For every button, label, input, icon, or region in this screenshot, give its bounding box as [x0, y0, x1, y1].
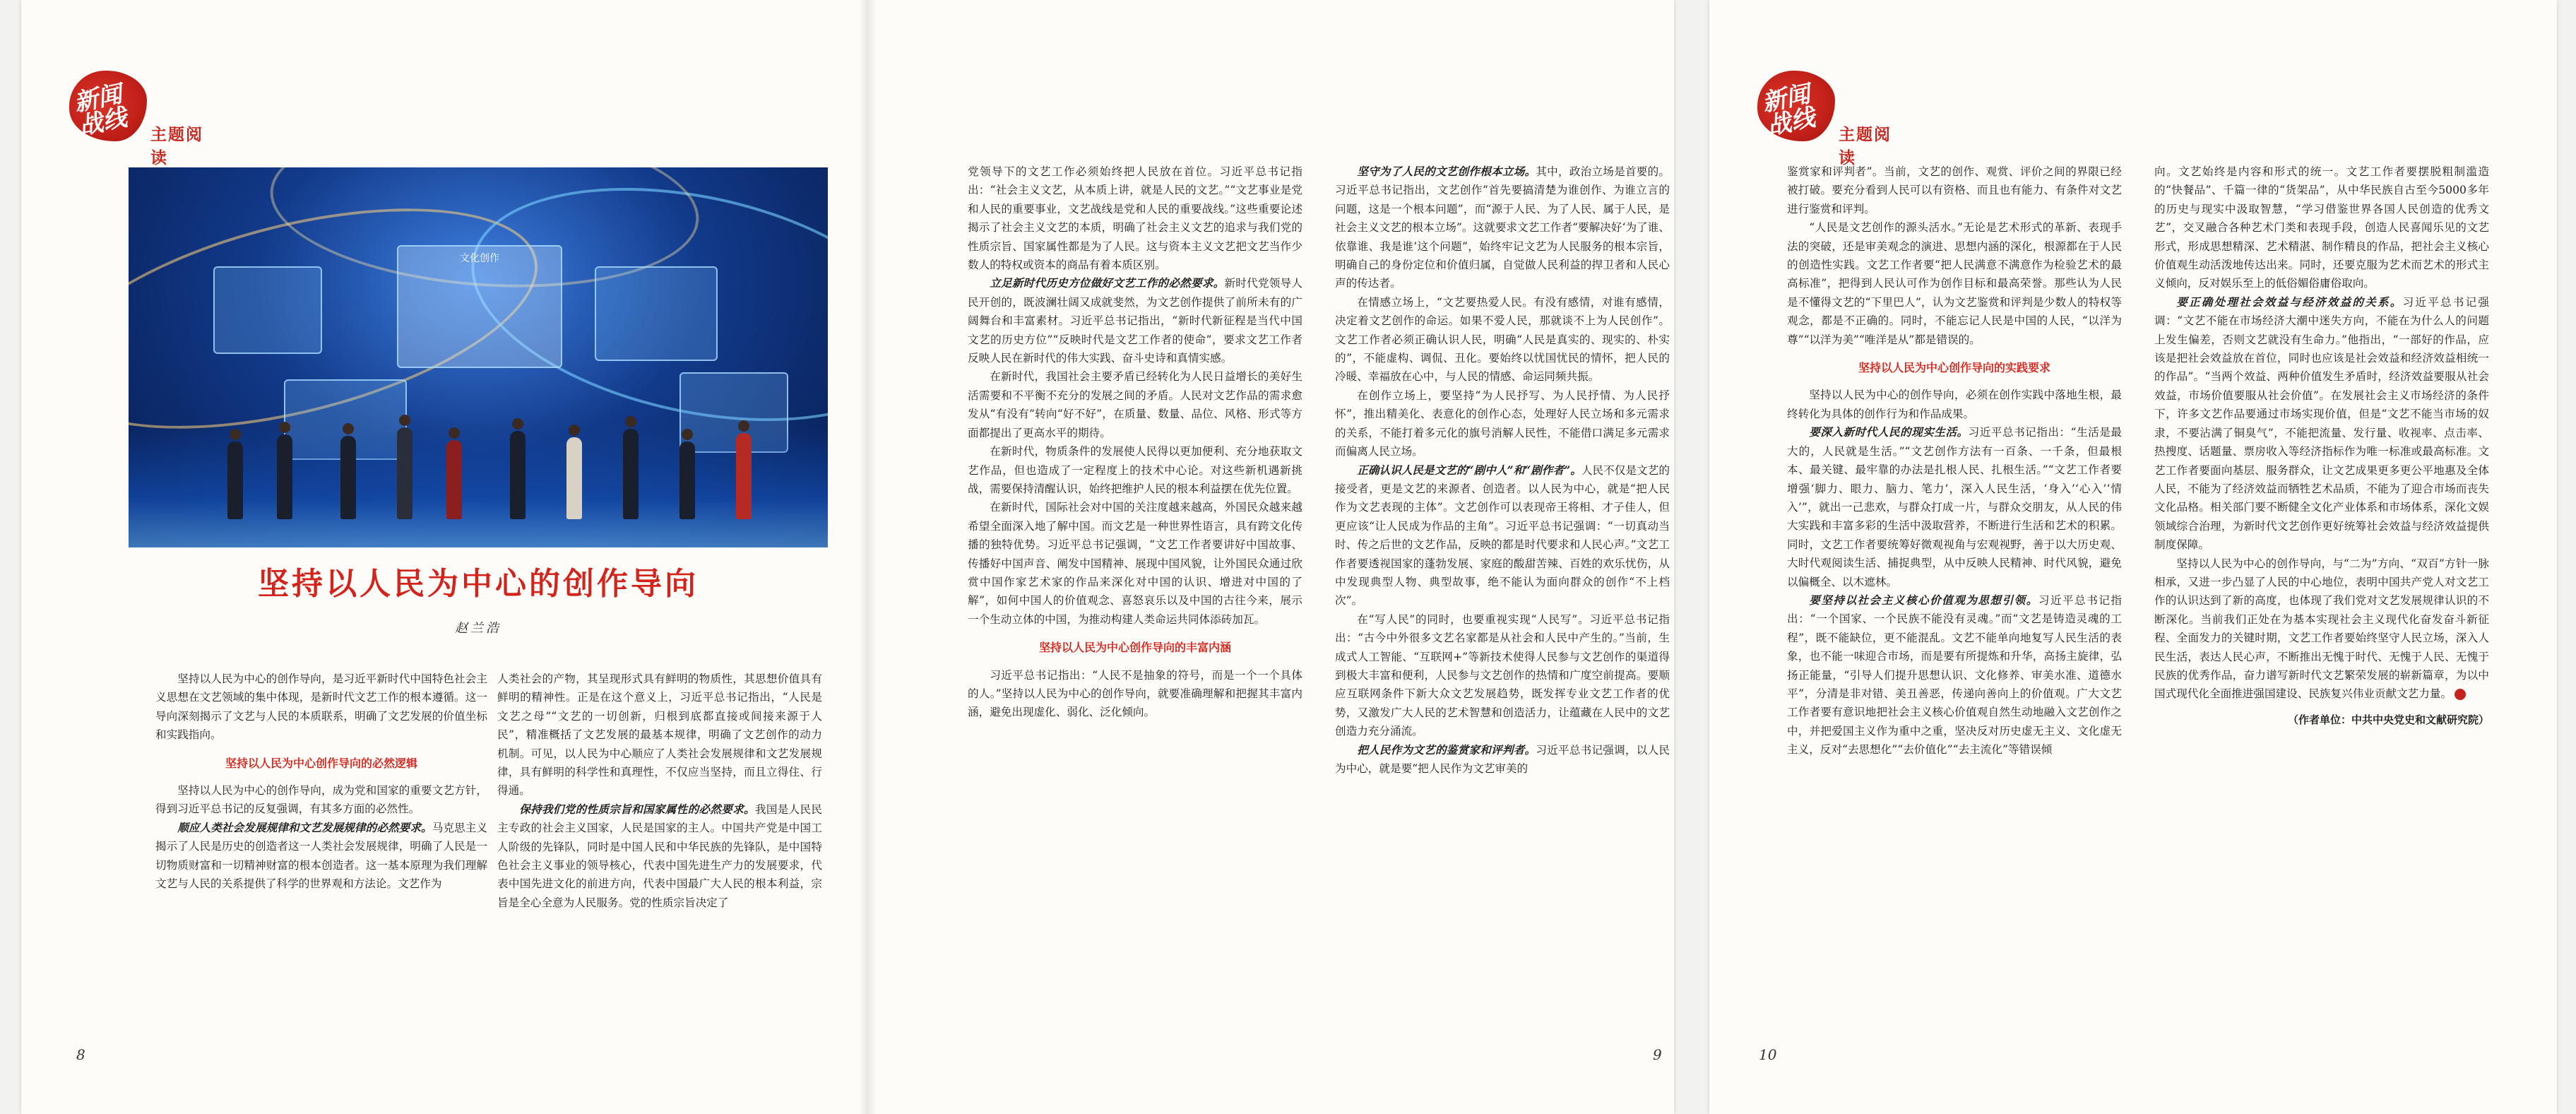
- paragraph: 鉴赏家和评判者”。当前，文艺的创作、观赏、评价之间的界限已经被打破。要充分看到人民可以有资格、而且也有能力、有条件对文艺进行鉴赏和评判。: [1787, 165, 2122, 215]
- text-column-4: [1335, 162, 1670, 778]
- paragraph: [2154, 293, 2489, 555]
- paragraph: 向。文艺始终是内容和形式的统一。文艺工作者要摆脱粗制滥造的“快餐品”、千篇一律的“货架品”，从中华民族自古至今5000多年的历史与现实中汲取智慧，“学习借鉴世界各国人民创造的优秀文艺”，交叉融合各种艺术门类和表现手段，创造人民喜闻乐见的文艺形式，形成思想精深、艺术精湛、制作精良的作品，把社会主义核心价值观生动活泼地传达出来。同时，还要克服为艺术而艺术的形式主义倾向，反对娱乐至上的低俗媚俗庸俗取向。: [2154, 165, 2489, 290]
- lead-phrase: 要正确处理社会效益与经济效益的关系。: [2176, 295, 2403, 309]
- paragraph: 党领导下的文艺工作必须始终把人民放在首位。习近平总书记指出：“社会主义文艺，从本质上讲，就是人民的文艺。”“文艺事业是党和人民的重要事业，文艺战线是党和人民的重要战线。”这些重要论述揭示了社会主义文艺的本质，明确了社会主义文艺的追求与我们党的性质宗旨、国家属性都是为了人民。这与资本主义文艺把文艺当作少数人的特权或资本的商品有着本质区别。: [968, 165, 1302, 272]
- lead-phrase: 坚守为了人民的文艺创作根本立场。: [1357, 165, 1536, 178]
- article-author: 赵兰浩: [455, 621, 501, 636]
- paragraph: 习近平总书记指出：“人民不是抽象的符号，而是一个一个具体的人。”坚持以人民为中心的创作导向，就要准确理解和把握其丰富内涵，避免出现虚化、弱化、泛化倾向。: [968, 668, 1302, 719]
- subheading: 坚持以人民为中心创作导向的丰富内涵: [1038, 641, 1231, 655]
- article-title: 坚持以人民为中心的创作导向: [258, 566, 699, 602]
- paragraph: “人民是文艺创作的源头活水。”无论是艺术形式的革新、表现手法的突破，还是审美观念的演进、思想内涵的深化，根源都在于人民的创造性实践。文艺工作者要“把人民满意不满意作为检验艺术的最高标准”，把得到人民认可作为创作目标和最高荣誉。那些认为人民是不懂得文艺的“下里巴人”，认为文艺鉴赏和评判是少数人的特权等观念，都是不正确的。同时，不能忘记人民是中国的人民，“以洋为尊”“以洋为美”“唯洋是从”都是错误的。: [1787, 221, 2122, 346]
- hero-main-panel: [397, 245, 562, 368]
- text-column-1: [155, 670, 487, 893]
- lead-phrase: 要坚持以社会主义核心价值观为思想引领。: [1809, 593, 2038, 607]
- hero-image: [129, 167, 828, 547]
- page-8-9: [21, 0, 1674, 1114]
- lead-phrase: 顺应人类社会发展规律和文艺发展规律的必然要求。: [177, 820, 432, 834]
- section-label: 主题阅读: [150, 126, 203, 167]
- section-label: 主题阅读: [1839, 126, 1892, 167]
- paragraph-body: 新时代党领导人民开创的，既波澜壮阔又成就斐然，为文艺创作提供了前所未有的广阔舞台和丰富素材。习近平总书记指出，“新时代新征程是当代中国文艺的历史方位”“反映时代是文艺工作者的使命”，要求文艺工作者反映人民在新时代的伟大实践、奋斗史诗和真情实感。: [968, 277, 1302, 365]
- paragraph: 在情感立场上，“文艺要热爱人民。有没有感情，对谁有感情，决定着文艺创作的命运。如果不爱人民，那就谈不上为人民创作”。文艺工作者必须正确认识人民，明确“人民是真实的、现实的、朴实的”，不能虚构、调侃、丑化。要始终以忧国忧民的情怀，把人民的冷暖、幸福放在心中，与人民的情感、命运同频共振。: [1335, 295, 1670, 384]
- lead-phrase: 把人民作为文艺的鉴赏家和评判者。: [1357, 742, 1536, 757]
- text-column-3: [968, 162, 1302, 722]
- paragraph: [1335, 162, 1670, 293]
- paragraph: [1335, 461, 1670, 610]
- paragraph: [497, 800, 822, 912]
- magazine-logo: [1757, 71, 1906, 167]
- paragraph: [155, 819, 487, 894]
- paragraph: 在新时代，我国社会主要矛盾已经转化为人民日益增长的美好生活需要和不平衡不充分的发展之间的矛盾。人民对文艺作品的需求愈发从“有没有”转向“好不好”，在质量、数量、品位、风格、形式等方面都提出了更高水平的期待。: [968, 370, 1302, 439]
- seal-text: 新闻战线: [1759, 80, 1818, 141]
- paragraph-body: 我国是人民民主专政的社会主义国家，人民是国家的主人。中国共产党是中国工人阶级的先锋队，同时是中国人民和中华民族的先锋队，是中国特色社会主义事业的领导核心，代表中国先进生产力的发展要求，代表中国先进文化的前进方向，代表中国最广大人民的根本利益，宗旨是全心全意为人民服务。党的性质宗旨决定了: [497, 802, 822, 909]
- paragraph-body: 习近平总书记强调，以人民为中心，就是要“把人民作为文艺审美的: [1335, 743, 1670, 775]
- paragraph-body: 其中，政治立场是首要的。习近平总书记指出，文艺创作“首先要搞清楚为谁创作、为谁立言的问题，这是一个根本问题”，而“源于人民、为了人民、属于人民，是社会主义文艺的根本立场”。这就要求文艺工作者“要解决好‘为了谁、依靠谁、我是谁’这个问题”，始终牢记文艺为人民服务的根本宗旨，明确自己的身份定位和价值归属，自觉做人民利益的捍卫者和人民心声的传达者。: [1335, 165, 1670, 290]
- paragraph: 在创作立场上，要坚持“为人民抒写、为人民抒情、为人民抒怀”，推出精美化、表意化的创作心态，处理好人民立场和多元需求的关系，不能打着多元化的旗号消解人民性，不能借口满足多元需求而偏离人民立场。: [1335, 389, 1670, 458]
- paragraph-body: 习近平总书记强调：“文艺不能在市场经济大潮中迷失方向，不能在为什么人的问题上发生偏差，否则文艺就没有生命力。”他指出，“一部好的作品，应该是把社会效益放在首位，同时也应该是社会效益和经济效益相统一的作品”。“当两个效益、两种价值发生矛盾时，经济效益要服从社会效益，市场价值要服从社会价值”。在发展社会主义市场经济的条件下，许多文艺作品要通过市场实现价值，但是“文艺不能当市场的奴隶，不要沾满了铜臭气”，不能把流量、发行量、收视率、点击率、热搜度、话题量、票房收入等经济指标作为唯一标准或最高标准。文艺工作者要面向基层、服务群众，让文艺成果更多更公平地惠及全体人民，不能为了经济效益而牺牲艺术品质，不能为了迎合市场而丧失文化品格。相关部门要不断健全文化产业体系和市场体系，深化文娱领域综合治理，为新时代文艺创作更好统筹社会效益与经济效益提供制度保障。: [2154, 295, 2489, 552]
- magazine-logo: [69, 71, 218, 167]
- paragraph-body: 习近平总书记指出：“一个国家、一个民族不能没有灵魂。”而“文艺是铸造灵魂的工程”，既不能缺位，更不能混乱。文艺不能单向地复写人民生活的表象，也不能一味迎合市场，而是要有所提炼和升华，高扬主旋律，弘扬正能量，“引导人们提升思想认识、文化修养、审美水准、道德水平”，分清是非对错、美丑善恶，传递向善向上的价值观。广大文艺工作者要有意识地把社会主义核心价值观自然生动地融入文艺创作之中，并把爱国主义作为重中之重，坚决反对历史虚无主义、文化虚无主义，反对“去思想化”“去价值化”“去主流化”等错误倾: [1787, 593, 2122, 757]
- page-number-9: 9: [1653, 1046, 1662, 1063]
- paragraph: 人类社会的产物，其呈现形式具有鲜明的物质性，其思想价值具有鲜明的精神性。正是在这个意义上，习近平总书记指出，“人民是文艺之母”“文艺的一切创新，归根到底都直接或间接来源于人民”，精准概括了文艺发展的最基本规律，明确了文艺创作的动力机制。可见，以人民为中心顺应了人类社会发展规律和文艺发展规律，具有鲜明的科学性和真理性，不仅应当坚持，而且立得住、行得通。: [497, 672, 822, 798]
- lead-phrase: 立足新时代历史方位做好文艺工作的必然要求。: [990, 276, 1225, 290]
- paragraph: 坚持以人民为中心的创作导向，是习近平新时代中国特色社会主义思想在文艺领域的集中体现，是新时代文艺工作的根本遵循。这一导向深刻揭示了文艺与人民的本质联系，明确了文艺发展的价值坐标和实践指向。: [155, 672, 487, 742]
- paragraph: [1335, 741, 1670, 778]
- subheading: 坚持以人民为中心创作导向的必然逻辑: [225, 756, 417, 770]
- paragraph: [968, 274, 1302, 367]
- subheading: 坚持以人民为中心创作导向的实践要求: [1858, 361, 2050, 375]
- paragraph: [1787, 591, 2122, 759]
- text-column-2: [497, 670, 822, 912]
- lead-phrase: 正确认识人民是文艺的“剧中人”和“剧作者”。: [1357, 463, 1581, 477]
- text-column-6: [2154, 162, 2489, 729]
- page-gutter: [858, 0, 877, 1114]
- page-number-10: 10: [1759, 1046, 1777, 1063]
- text-column-5: [1787, 162, 2122, 759]
- paragraph: 在新时代，国际社会对中国的关注度越来越高，外国民众越来越希望全面深入地了解中国。而文艺是一种世界性语言，具有跨文化传播的独特优势。习近平总书记强调，“文艺工作者要讲好中国故事、传播好中国声音、阐发中国精神、展现中国风貌，让外国民众通过欣赏中国作家艺术家的作品来深化对中国的认识、增进对中国的了解”，如何中国人的价值观念、喜怒哀乐以及中国的古往今来，展示一个生动立体的中国，为推动构建人类命运共同体添砖加瓦。: [968, 501, 1302, 626]
- paragraph: 坚持以人民为中心的创作导向，成为党和国家的重要文艺方针，得到习近平总书记的反复强调，有其多方面的必然性。: [155, 784, 487, 816]
- lead-phrase: 要深入新时代人民的现实生活。: [1809, 425, 1969, 439]
- paragraph: [1787, 423, 2122, 591]
- hero-panel-label: 文化创作: [460, 253, 499, 264]
- paragraph-body: 坚持以人民为中心的创作导向，与“二为”方向、“双百”方针一脉相承，又进一步凸显了人民的中心地位，表明中国共产党人对文艺工作的认识达到了新的高度，也体现了我们党对文艺发展规律认识的不断深化。当前我们正处在为基本实现社会主义现代化奋发奋斗新征程、全面发力的关键时期，文艺工作者要始终坚守人民立场，深入人民生活，表达人民心声，不断推出无愧于时代、无愧于人民、无愧于民族的优秀作品，奋力谱写新时代文艺繁荣发展的崭新篇章，为以中国式现代化全面推进强国建设、民族复兴伟业贡献文艺力量。: [2154, 557, 2489, 701]
- lead-phrase: 保持我们党的性质宗旨和国家属性的必然要求。: [519, 802, 755, 816]
- paragraph: 在“写人民”的同时，也要重视实现“人民写”。习近平总书记指出：“古今中外很多文艺名家都是从社会和人民中产生的。”当前，生成式人工智能、“互联网+”等新技术使得人民参与文艺创作的渠道得到极大丰富和便利，人民参与文艺创作的热情和广度空前提高。要顺应互联网条件下新大众文艺发展趋势，既发挥专业文艺工作者的优势，又激发广大人民的艺术智慧和创造活力，让蕴藏在人民中的文艺创造力充分涌流。: [1335, 612, 1670, 738]
- paragraph-body: 马克思主义揭示了人民是历史的创造者这一人类社会发展规律，明确了人民是一切物质财富和一切精神财富的根本创造者。这一基本原理为我们理解文艺与人民的关系提供了科学的世界观和方法论。文艺作为: [155, 821, 487, 891]
- paragraph: [2154, 555, 2489, 704]
- paragraph-body: 习近平总书记指出：“生活是最大的，人民就是生活。”“文艺创作方法有一百条、一千条，但最根本、最关键、最牢靠的办法是扎根人民、扎根生活。”“文艺工作者要增强‘脚力、眼力、脑力、笔力’，深入人民生活，‘身入’‘心入’‘情入’”，就出一己悲欢，与群众打成一片，与群众交朋友，从人民的伟大实践和丰富多彩的生活中汲取营养，不断进行生活和艺术的积累。同时，文艺工作者要统筹好微观视角与宏观视野，善于以大历史观、大时代观阅读生活、捕捉典型，从中反映人民精神、时代风貌，避免以偏概全、以木遮林。: [1787, 426, 2122, 588]
- page-number-8: 8: [76, 1046, 85, 1063]
- paragraph-body: 人民不仅是文艺的接受者，更是文艺的来源者、创造者。以人民为中心，就是“把人民作为文艺表现的主体”。文艺创作可以表现帝王将相、才子佳人，但更应该“让人民成为作品的主角”。习近平总书记强调：“一切真动当时、传之后世的文艺作品，反映的都是时代要求和人民心声。”文艺工作者要透视国家的蓬勃发展、家庭的酸甜苦辣、百姓的欢乐忧伤，从中发现典型人物、典型故事，绝不能认为面向群众的创作“不上档次”。: [1335, 463, 1670, 608]
- author-affiliation: （作者单位：中共中央党史和文献研究院）: [2287, 713, 2489, 726]
- seal-text: 新闻战线: [71, 80, 130, 141]
- end-mark-icon: [2455, 689, 2466, 700]
- page-10: [1709, 0, 2557, 1114]
- paragraph: 坚持以人民为中心的创作导向，必须在创作实践中落地生根，最终转化为具体的创作行为和作品成果。: [1787, 389, 2122, 420]
- paragraph: 在新时代，物质条件的发展使人民得以更加便利、充分地获取文艺作品，但也造成了一定程度上的技术中心论。对这些新机遇新挑战，需要保持清醒认识，始终把维护人民的根本利益摆在优先位置。: [968, 445, 1302, 495]
